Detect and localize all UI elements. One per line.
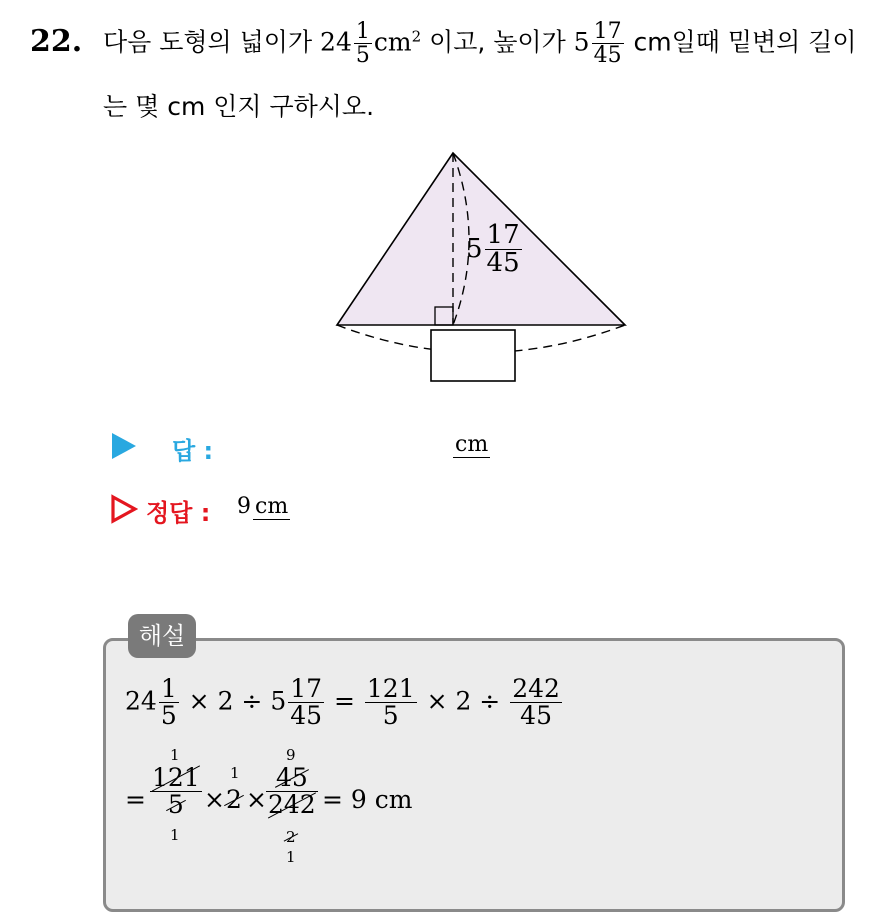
sol-l1-den3: 5	[382, 701, 399, 731]
base-answer-box	[431, 330, 515, 381]
figure-height-denominator: 45	[486, 248, 520, 279]
outline-play-icon	[110, 494, 138, 524]
height-denominator: 45	[593, 43, 622, 69]
correct-answer-label: 정답 :	[146, 499, 211, 527]
solution-tag: 해설	[128, 614, 196, 658]
area-superscript: 2	[411, 27, 422, 46]
sol-l2-times1: ×	[204, 785, 225, 814]
sol-l1-eq: =	[333, 686, 355, 716]
sol-l2-den2-cancel-b: 1	[286, 848, 296, 866]
sol-l1-frac2	[288, 676, 324, 730]
sol-l2-num2-cancel: 9	[286, 746, 296, 764]
figure-height-whole: 5	[466, 233, 483, 264]
question-text-b: 이고, 높이가	[421, 27, 574, 57]
question-text-a: 다음 도형의 넓이가	[103, 27, 321, 57]
height-fraction	[592, 20, 624, 67]
area-denominator: 5	[355, 43, 370, 69]
sol-l2-frac1	[150, 765, 202, 819]
figure-height-fraction	[485, 222, 522, 278]
sol-l1-whole: 24	[125, 686, 157, 716]
correct-value: 9	[237, 494, 251, 519]
height-whole: 5	[573, 27, 590, 57]
area-fraction	[354, 20, 372, 67]
sol-l1-op1: × 2 ÷ 5	[188, 686, 287, 716]
sol-l1-frac4	[510, 676, 562, 730]
question-number: 22.	[30, 24, 83, 59]
sol-l2-result: = 9 cm	[322, 785, 413, 814]
question-line-1	[103, 20, 857, 67]
sol-l2-den2: 242	[268, 790, 316, 820]
sol-l2-num1-cancel: 1	[170, 746, 180, 764]
sol-l1-frac1	[159, 676, 179, 730]
sol-l2-two: 2	[226, 785, 242, 814]
area-numerator: 1	[355, 19, 370, 44]
correct-unit: cm	[255, 494, 289, 519]
sol-l2-den2-cancel-a: 2	[286, 828, 296, 846]
height-numerator: 17	[593, 19, 622, 44]
sol-l1-frac3	[365, 676, 417, 730]
sol-l1-op2: × 2 ÷	[426, 686, 501, 716]
sol-l1-den4: 45	[520, 701, 552, 731]
sol-l2-den1-cancel: 1	[170, 826, 180, 844]
question-text-c: cm일때 밑변의 길이	[625, 27, 857, 57]
sol-l1-den1: 5	[160, 701, 177, 731]
area-unit: cm	[373, 27, 412, 57]
sol-l1-num3: 121	[366, 674, 415, 703]
sol-l1-num2: 17	[290, 674, 323, 703]
sol-l2-times2: ×	[246, 785, 267, 814]
play-triangle-icon	[112, 433, 136, 459]
figure-height-label	[466, 222, 524, 278]
solution-line-1	[125, 676, 564, 730]
question-line-2: 는 몇 cm 인지 구하시오.	[103, 92, 375, 121]
area-whole: 24	[320, 27, 352, 57]
correct-answer-value	[237, 494, 290, 519]
sol-l2-den1: 5	[167, 790, 184, 820]
sol-l1-den2: 45	[290, 701, 323, 731]
sol-l2-num2: 45	[275, 763, 308, 792]
sol-l2-two-cancel: 1	[230, 764, 240, 782]
sol-l1-num1: 1	[160, 674, 177, 703]
sol-l2-num1: 121	[152, 763, 200, 792]
figure-height-numerator: 17	[486, 220, 520, 250]
sol-l2-eq: =	[125, 785, 146, 814]
answer-unit: cm	[455, 432, 489, 457]
sol-l1-num4: 242	[512, 674, 560, 703]
sol-l2-frac2	[266, 765, 318, 819]
answer-label: 답 :	[172, 437, 214, 465]
